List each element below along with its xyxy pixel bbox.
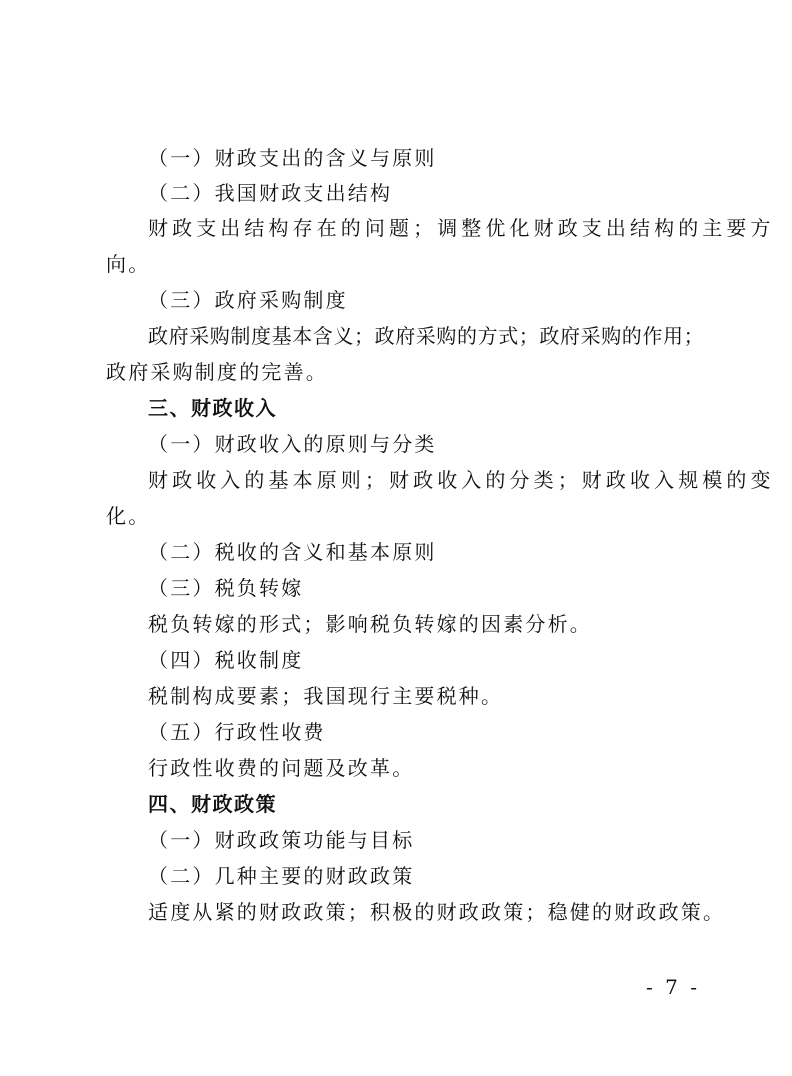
subsection-heading: （四）税收制度 — [148, 648, 304, 672]
page-number: - 7 - — [646, 975, 700, 999]
subsection-heading: （三）政府采购制度 — [148, 288, 348, 312]
section-heading: 四、财政政策 — [148, 792, 277, 816]
paragraph-line: 财政收入的基本原则；财政收入的分类；财政收入规模的变 — [148, 468, 775, 492]
subsection-heading: （一）财政支出的含义与原则 — [148, 146, 437, 170]
subsection-heading: （五）行政性收费 — [148, 720, 326, 744]
paragraph-line: 适度从紧的财政政策；积极的财政政策；稳健的财政政策。 — [148, 900, 726, 924]
subsection-heading: （一）财政政策功能与目标 — [148, 828, 415, 852]
subsection-heading: （二）我国财政支出结构 — [148, 181, 393, 205]
subsection-heading: （一）财政收入的原则与分类 — [148, 432, 437, 456]
paragraph-line: 化。 — [106, 504, 151, 528]
paragraph-line: 向。 — [106, 252, 151, 276]
paragraph-line: 政府采购制度基本含义；政府采购的方式；政府采购的作用； — [148, 324, 705, 348]
paragraph-line: 税负转嫁的形式；影响税负转嫁的因素分析。 — [148, 612, 592, 636]
subsection-heading: （二）税收的含义和基本原则 — [148, 540, 437, 564]
paragraph-line: 财政支出结构存在的问题；调整优化财政支出结构的主要方 — [148, 216, 775, 240]
paragraph-line: 政府采购制度的完善。 — [106, 360, 328, 384]
subsection-heading: （三）税负转嫁 — [148, 576, 304, 600]
paragraph-line: 税制构成要素；我国现行主要税种。 — [148, 684, 504, 708]
paragraph-line: 行政性收费的问题及改革。 — [148, 756, 415, 780]
subsection-heading: （二）几种主要的财政政策 — [148, 864, 415, 888]
section-heading: 三、财政收入 — [148, 396, 277, 420]
